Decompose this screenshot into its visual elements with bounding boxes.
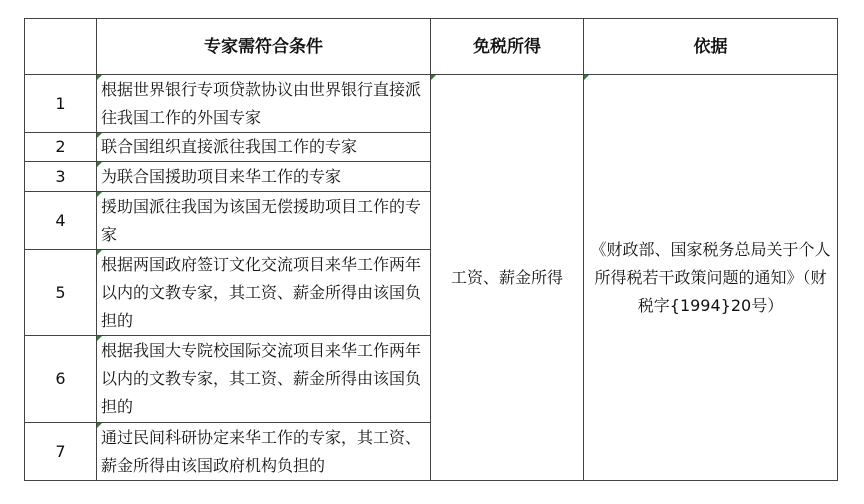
row-condition: 为联合国援助项目来华工作的专家 [97,162,431,192]
basis-cell: 《财政部、国家税务总局关于个人所得税若干政策问题的通知》（财税字{1994}20号） [584,75,838,481]
header-condition: 专家需符合条件 [97,19,431,75]
row-number: 5 [25,250,97,336]
header-exemption: 免税所得 [431,19,584,75]
row-condition: 联合国组织直接派往我国工作的专家 [97,133,431,162]
row-condition: 通过民间科研协定来华工作的专家，其工资、薪金所得由该国政府机构负担的 [97,423,431,481]
row-condition: 根据我国大专院校国际交流项目来华工作两年以内的文教专家，其工资、薪金所得由该国负担的 [97,336,431,423]
row-condition: 根据世界银行专项贷款协议由世界银行直接派往我国工作的外国专家 [97,75,431,133]
row-condition: 根据两国政府签订文化交流项目来华工作两年以内的文教专家，其工资、薪金所得由该国负担的 [97,250,431,336]
header-row [25,19,838,75]
table-row [25,75,838,133]
row-number: 3 [25,162,97,192]
row-number: 7 [25,423,97,481]
row-condition: 援助国派往我国为该国无偿援助项目工作的专家 [97,192,431,250]
exemption-cell: 工资、薪金所得 [431,75,584,481]
row-number: 1 [25,75,97,133]
row-number: 4 [25,192,97,250]
header-basis: 依据 [584,19,838,75]
row-number: 2 [25,133,97,162]
header-index [25,19,97,75]
expert-tax-exemption-table [24,18,838,481]
row-number: 6 [25,336,97,423]
